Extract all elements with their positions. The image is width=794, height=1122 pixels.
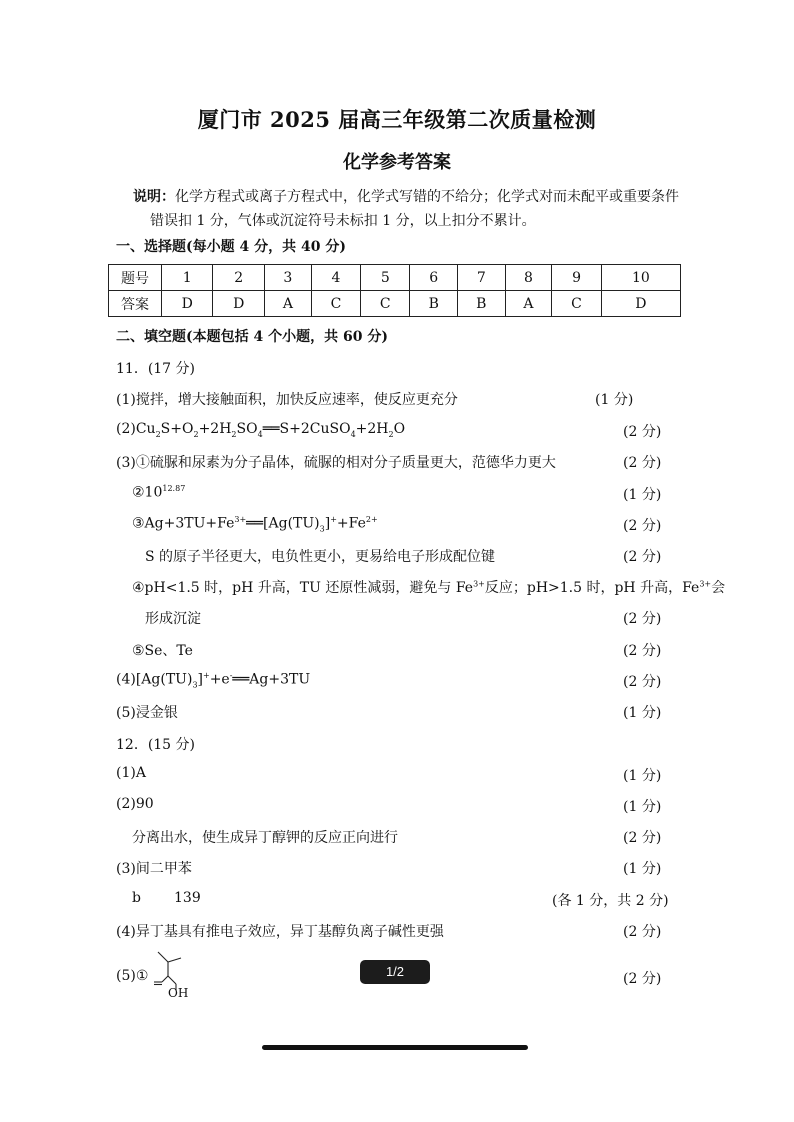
table-cell: B [410,291,458,317]
q12-answer-3-b: b [132,890,141,906]
table-cell: 2 [213,265,264,291]
q12-answer-2-reason: 分离出水，使生成异丁醇钾的反应正向进行 [132,830,398,846]
score-label: (2 分) [623,830,662,846]
hydroxyl-label: OH [168,986,189,1000]
q11-answer-3-4: ④pH<1.5 时，pH 升高，TU 还原性减弱，避免与 $Fe^{3+}$反应；pH>1.5 时，pH 升高，$Fe^{3+}$会 [132,579,726,596]
score-label: (1 分) [623,768,662,784]
answer-table [108,264,681,317]
q11-answer-3-2: $②10^{12.87}$ [132,484,186,501]
score-label: (各 1 分，共 2 分) [552,893,669,909]
note-line-1: 化学方程式或离子方程式中，化学式写错的不给分；化学式对而未配平或重要条件 [175,189,679,205]
page-title: 厦门市 2025 届高三年级第二次质量检测 [197,107,597,132]
table-cell: A [505,291,552,317]
score-label: (2 分) [623,924,662,940]
score-label: (2 分) [623,424,662,440]
row-label-number: 题号 [109,265,162,291]
table-cell: D [162,291,213,317]
section-1-heading: 一、选择题(每小题 4 分，共 40 分) [116,239,346,255]
q11-answer-3-4-cont: 形成沉淀 [145,611,201,627]
score-label: (1 分) [623,799,662,815]
q11-answer-3-5: ⑤Se、Te [132,643,193,659]
score-label: (2 分) [623,674,662,690]
score-label: (2 分) [623,971,662,987]
q11-answer-2-equation: $(2)Cu_2S+O_2+2H_2SO_4══S+2CuSO_4+2H_2O$ [116,421,406,439]
table-cell: C [311,291,360,317]
table-cell: D [213,291,264,317]
table-row [109,265,681,291]
score-label: (2 分) [623,643,662,659]
note-line-2: 错误扣 1 分，气体或沉淀符号未标扣 1 分，以上扣分不累计。 [150,213,536,229]
table-cell: C [361,291,410,317]
score-label: (1 分) [595,392,634,408]
table-cell: 9 [552,265,601,291]
table-cell: D [601,291,680,317]
q12-answer-3: (3)间二甲苯 [116,861,192,877]
q11-answer-3-1: (3)①硫脲和尿素为分子晶体，硫脲的相对分子质量更大，范德华力更大 [116,455,556,471]
table-cell: 5 [361,265,410,291]
q11-heading: 11．(17 分) [116,361,196,377]
table-row [109,291,681,317]
page-subtitle: 化学参考答案 [343,152,451,173]
table-cell: 4 [311,265,360,291]
table-cell: C [552,291,601,317]
instructions-note [133,184,693,210]
q11-answer-5: (5)浸金银 [116,705,178,721]
table-cell: 6 [410,265,458,291]
table-cell: 7 [458,265,506,291]
score-label: (1 分) [623,487,662,503]
q11-answer-4-equation: $(4)[Ag(TU)_3]^++e^-══Ag+3TU$ [116,671,311,690]
score-label: (1 分) [623,861,662,877]
table-cell: 3 [264,265,311,291]
table-cell: 10 [601,265,680,291]
score-label: (1 分) [623,705,662,721]
score-label: (2 分) [623,549,662,565]
q12-answer-2: (2)90 [116,796,154,812]
note-label: 说明： [133,189,175,205]
section-2-heading: 二、填空题(本题包括 4 个小题，共 60 分) [116,329,388,345]
page-indicator: 1/2 [360,960,430,984]
q12-answer-4: (4)异丁基具有推电子效应，异丁基醇负离子碱性更强 [116,924,444,940]
table-cell: 1 [162,265,213,291]
score-label: (2 分) [623,611,662,627]
q12-answer-1: (1)A [116,765,146,781]
q11-answer-1: (1)搅拌，增大接触面积，加快反应速率，使反应更充分 [116,392,458,408]
home-indicator-bar[interactable] [262,1045,528,1050]
q11-answer-3-3-equation: $③Ag+3TU+Fe^{3+}══[Ag(TU)_3]^++Fe^{2+}$ [132,515,378,534]
table-cell: 8 [505,265,552,291]
q12-heading: 12．(15 分) [116,737,196,753]
score-label: (2 分) [623,455,662,471]
q12-answer-5-label: (5)① [116,968,149,984]
score-label: (2 分) [623,518,662,534]
table-cell: A [264,291,311,317]
table-cell: B [458,291,506,317]
q12-answer-3-value: 139 [174,890,201,906]
q11-answer-3-3-reason: S 的原子半径更大，电负性更小，更易给电子形成配位键 [145,549,496,565]
row-label-answer: 答案 [109,291,162,317]
